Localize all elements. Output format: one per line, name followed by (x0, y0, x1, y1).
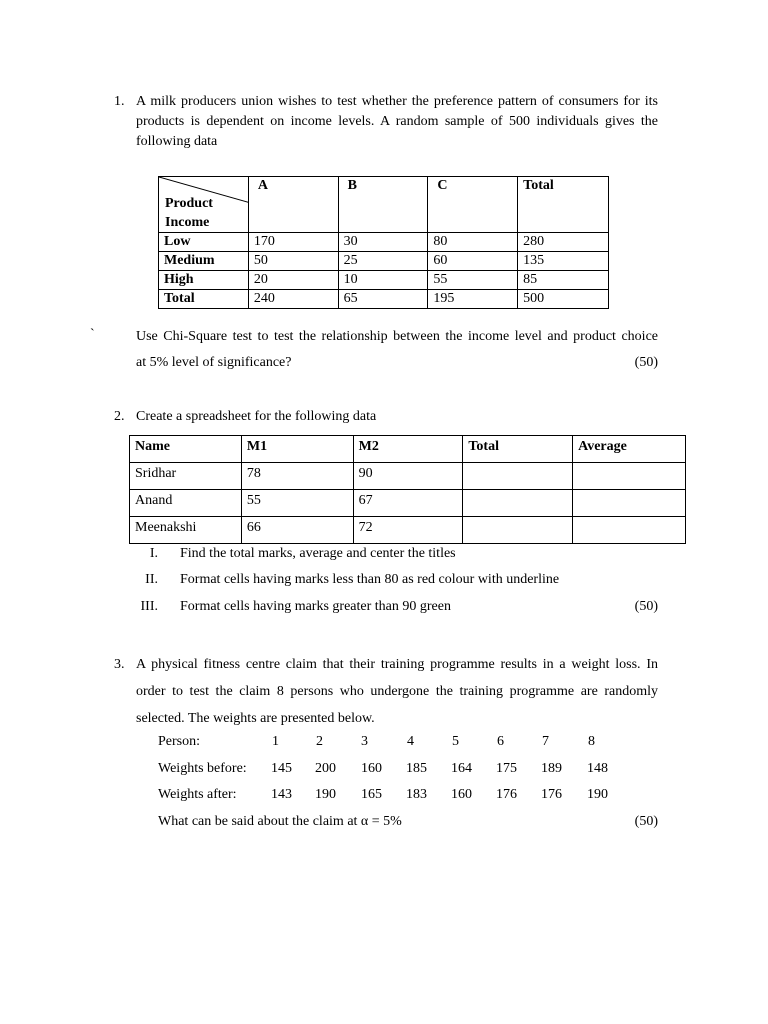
table-cell: 500 (518, 290, 609, 309)
weights-value: 183 (406, 787, 427, 802)
question-2-text: Create a spreadsheet for the following data (136, 409, 377, 424)
weights-value: 2 (316, 734, 323, 749)
table-header-cell: Total (518, 177, 609, 233)
task-number: I. (149, 546, 158, 561)
question-1-instruction-line-2: at 5% level of significance? (136, 355, 292, 370)
table-cell: 65 (338, 290, 428, 309)
stray-mark: ` (90, 327, 95, 342)
table-cell: 170 (248, 233, 338, 252)
weights-value: 3 (361, 734, 368, 749)
weights-value: 143 (271, 787, 292, 802)
weights-row-label: Weights after: (158, 787, 237, 802)
table-corner-cell (159, 177, 249, 233)
table-cell: 50 (248, 252, 338, 271)
table-cell: 55 (241, 490, 353, 517)
weights-value: 160 (451, 787, 472, 802)
table-row (159, 290, 609, 309)
weights-value: 189 (541, 761, 562, 776)
task-number: II. (145, 572, 158, 587)
table-row (159, 271, 609, 290)
table-cell: 66 (241, 517, 353, 544)
row-label: Total (159, 290, 249, 309)
task-number: III. (140, 599, 158, 614)
table-header-row (159, 177, 609, 233)
average-cell (573, 517, 686, 544)
question-3-text: A physical fitness centre claim that their training programme results in a weight loss. In order to test the claim 8 persons who undergone the training programme are randomly selected. The weights are presented below. (136, 657, 658, 726)
weights-value: 148 (587, 761, 608, 776)
table-cell: 80 (428, 233, 518, 252)
table-row (130, 490, 686, 517)
question-2 (114, 407, 658, 427)
diagonal-divider (159, 177, 249, 233)
average-cell (573, 490, 686, 517)
marks-spreadsheet-table (129, 435, 686, 544)
row-label: High (159, 271, 249, 290)
corner-label-income: Income (165, 215, 210, 230)
question-1-text: A milk producers union wishes to test whether the preference pattern of consumers for its products is dependent on income levels. A random sample of 500 individuals gives the following data (136, 94, 658, 149)
table-cell: 60 (428, 252, 518, 271)
weights-value: 176 (496, 787, 517, 802)
weights-value: 164 (451, 761, 472, 776)
question-2-marks: (50) (634, 599, 658, 614)
table-cell: 30 (338, 233, 428, 252)
table-cell: 72 (353, 517, 463, 544)
task-text: Format cells having marks greater than 90 green (180, 599, 451, 614)
table-cell: 240 (248, 290, 338, 309)
name-cell: Sridhar (130, 463, 242, 490)
row-label: Medium (159, 252, 249, 271)
weights-value: 176 (541, 787, 562, 802)
weights-row-label: Person: (158, 734, 200, 749)
corner-label-product: Product (165, 196, 213, 211)
table-header-cell: C (428, 177, 518, 233)
table-header-cell: B (338, 177, 428, 233)
question-3-marks: (50) (634, 814, 658, 829)
table-cell: 67 (353, 490, 463, 517)
table-cell: 78 (241, 463, 353, 490)
table-cell: 20 (248, 271, 338, 290)
table-header-cell: M2 (353, 436, 463, 463)
table-cell: 135 (518, 252, 609, 271)
question-2-number: 2. (114, 409, 125, 424)
table-header-row (130, 436, 686, 463)
table-row (159, 252, 609, 271)
table-cell: 55 (428, 271, 518, 290)
question-1-number: 1. (114, 94, 125, 109)
question-3 (114, 651, 658, 732)
weights-value: 175 (496, 761, 517, 776)
weights-value: 7 (542, 734, 549, 749)
table-header-cell: Total (463, 436, 573, 463)
weights-value: 5 (452, 734, 459, 749)
weights-value: 190 (587, 787, 608, 802)
average-cell (573, 463, 686, 490)
name-cell: Meenakshi (130, 517, 242, 544)
weights-value: 200 (315, 761, 336, 776)
table-header-cell: Average (573, 436, 686, 463)
total-cell (463, 463, 573, 490)
table-cell: 85 (518, 271, 609, 290)
question-1-marks: (50) (634, 355, 658, 370)
table-header-cell: A (248, 177, 338, 233)
question-1-instruction-line-1: Use Chi-Square test to test the relationship between the income level and product choice (136, 329, 658, 344)
weights-value: 165 (361, 787, 382, 802)
table-cell: 10 (338, 271, 428, 290)
question-1 (114, 92, 658, 152)
name-cell: Anand (130, 490, 242, 517)
table-cell: 25 (338, 252, 428, 271)
table-cell: 280 (518, 233, 609, 252)
row-label: Low (159, 233, 249, 252)
weights-value: 1 (272, 734, 279, 749)
table-row (130, 517, 686, 544)
table-header-cell: Name (130, 436, 242, 463)
table-cell: 195 (428, 290, 518, 309)
question-3-number: 3. (114, 657, 125, 672)
weights-value: 145 (271, 761, 292, 776)
table-row (159, 233, 609, 252)
income-product-table (158, 176, 609, 309)
weights-row-label: Weights before: (158, 761, 247, 776)
weights-value: 8 (588, 734, 595, 749)
table-cell: 90 (353, 463, 463, 490)
total-cell (463, 517, 573, 544)
total-cell (463, 490, 573, 517)
task-text: Format cells having marks less than 80 as red colour with underline (180, 572, 560, 587)
table-row (130, 463, 686, 490)
weights-value: 190 (315, 787, 336, 802)
weights-value: 6 (497, 734, 504, 749)
weights-value: 160 (361, 761, 382, 776)
weights-value: 4 (407, 734, 414, 749)
task-text: Find the total marks, average and center the titles (180, 546, 456, 561)
weights-value: 185 (406, 761, 427, 776)
question-3-prompt: What can be said about the claim at α = 5% (158, 814, 402, 829)
table-header-cell: M1 (241, 436, 353, 463)
